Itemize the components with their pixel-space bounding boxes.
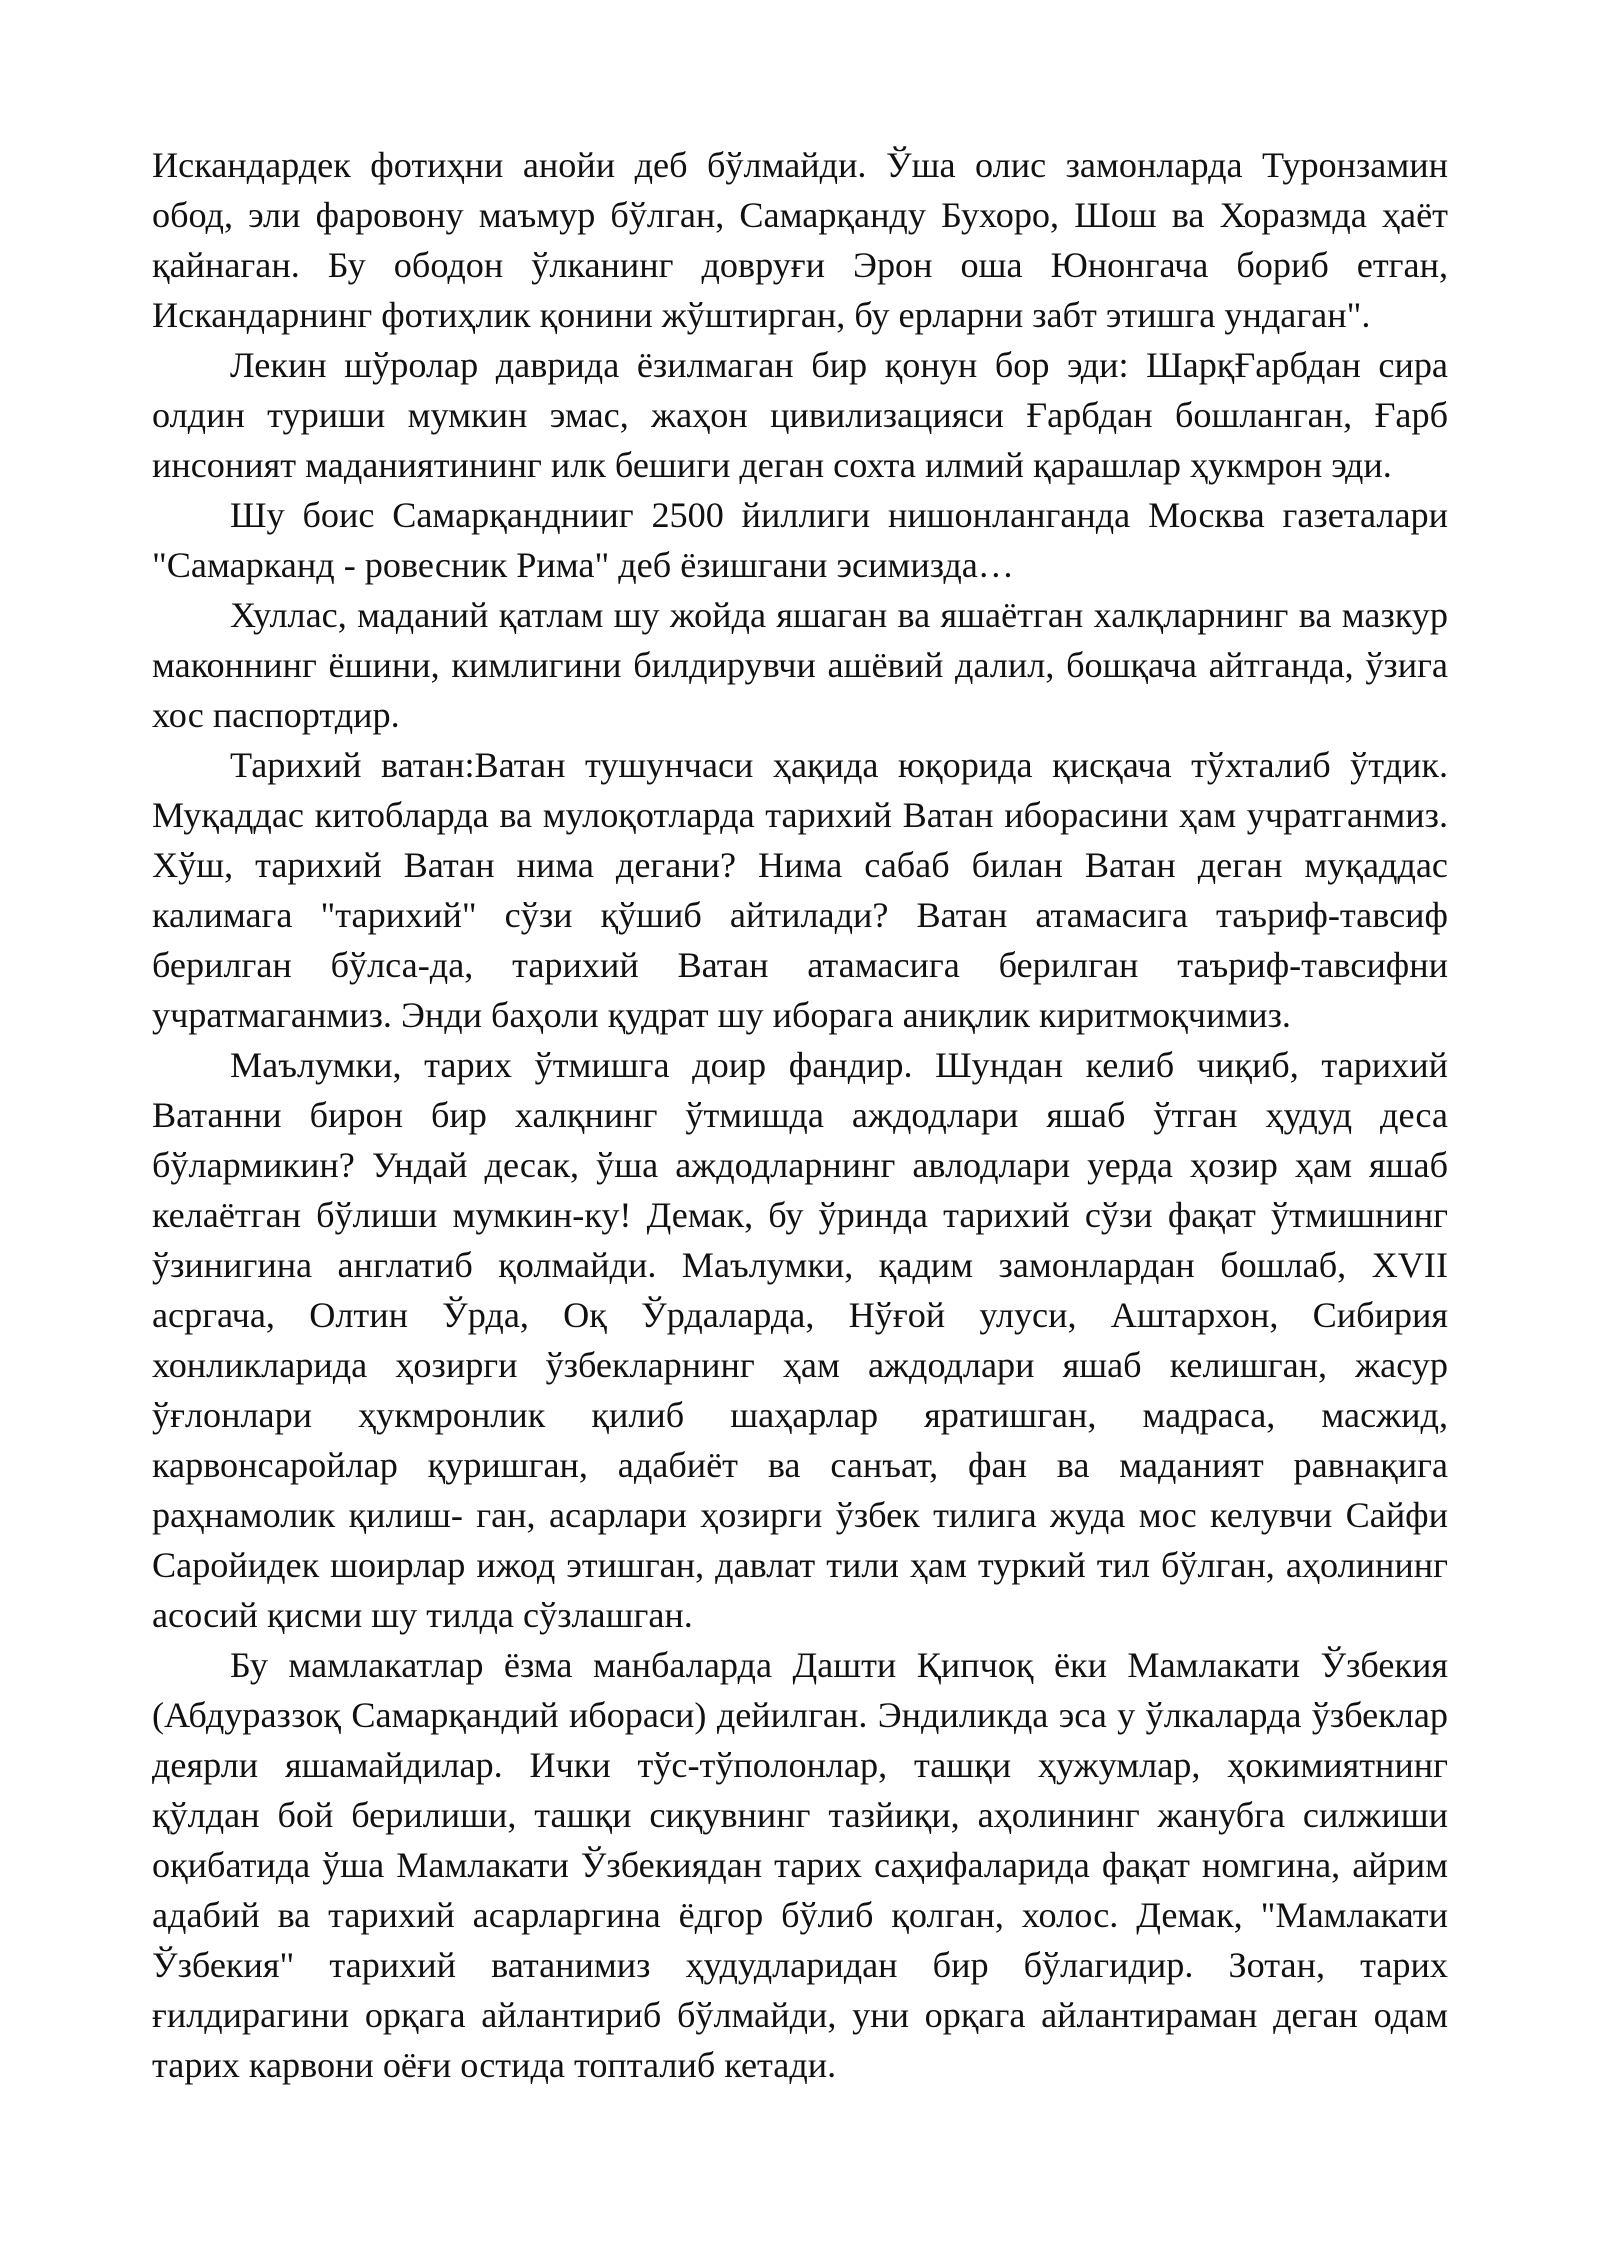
paragraph: Хуллас, маданий қатлам шу жойда яшаган ва яшаётган халқларнинг ва мазкур маконнинг ёшини, кимлигини билдирувчи ашёвий далил, бошқача айтганда, ўзига хос паспортдир. xyxy=(152,595,1448,735)
paragraph: Искандардек фотиҳни анойи деб бўлмайди. Ўша олис замонларда Туронзамин обод, эли фаровону маъмур бўлган, Самарқанду Бухоро, Шош ва Хоразмда ҳаёт қайнаган. Бу ободон ўлканинг довруғи Эрон оша Юнонгача бориб етган, Искандарнинг фотиҳлик қонини жўштирган, бу ерларни забт этишга ундаган". xyxy=(152,145,1448,335)
document-page xyxy=(152,140,1448,2090)
paragraph: Тарихий ватан:Ватан тушунчаси ҳақида юқорида қисқача тўхталиб ўтдик. Муқаддас китобларда ва мулоқотларда тарихий Ватан иборасини ҳам учратганмиз. Хўш, тарихий Ватан нима дегани? Нима сабаб билан Ватан деган муқаддас калимага "тарихий" сўзи қўшиб айтилади? Ватан атамасига таъриф-тавсиф берилган бўлса-да, тарихий Ватан атамасига берилган таъриф-тавсифни учратмаганмиз. Энди баҳоли қудрат шу иборага аниқлик киритмоқчимиз. xyxy=(152,745,1448,1035)
paragraph: Маълумки, тарих ўтмишга доир фандир. Шундан келиб чиқиб, тарихий Ватанни бирон бир халқнинг ўтмишда аждодлари яшаб ўтган ҳудуд деса бўлармикин? Ундай десак, ўша аждодларнинг авлодлари уерда ҳозир ҳам яшаб келаётган бўлиши мумкин-ку! Демак, бу ўринда тарихий сўзи фақат ўтмишнинг ўзинигина англатиб қолмайди. Маълумки, қадим замонлардан бошлаб, XVII асргача, Олтин Ўрда, Оқ Ўрдаларда, Нўғой улуси, Аштархон, Сибирия хонликларида ҳозирги ўзбекларнинг ҳам аждодлари яшаб келишган, жасур ўғлонлари ҳукмронлик қилиб шаҳарлар яратишган, мадраса, масжид, карвонсаройлар қуришган, адабиёт ва санъат, фан ва маданият равнақига раҳнамолик қилиш- ган, асарлари ҳозирги ўзбек тилига жуда мос келувчи Сайфи Саройидек шоирлар ижод этишган, давлат тили ҳам туркий тил бўлган, аҳолининг асосий қисми шу тилда сўзлашган. xyxy=(152,1045,1448,1635)
paragraph: Лекин шўролар даврида ёзилмаган бир қонун бор эди: ШарқҒарбдан сира олдин туриши мумкин эмас, жаҳон цивилизацияси Ғарбдан бошланган, Ғарб инсоният маданиятининг илк бешиги деган сохта илмий қарашлар ҳукмрон эди. xyxy=(152,345,1448,485)
paragraph: Шу боис Самарқанднииг 2500 йиллиги нишонланганда Москва газеталари "Самарканд - ровесник Рима" деб ёзишгани эсимизда… xyxy=(152,495,1448,585)
paragraph: Бу мамлакатлар ёзма манбаларда Дашти Қипчоқ ёки Мамлакати Ўзбекия (Абдураззоқ Самарқандий ибораси) дейилган. Эндиликда эса у ўлкаларда ўзбеклар деярли яшамайдилар. Ички тўс-тўполонлар, ташқи ҳужумлар, ҳокимиятнинг қўлдан бой берилиши, ташқи сиқувнинг тазйиқи, аҳолининг жанубга силжиши оқибатида ўша Мамлакати Ўзбекиядан тарих саҳифаларида фақат номгина, айрим адабий ва тарихий асарларгина ёдгор бўлиб қолган, холос. Демак, "Мамлакати Ўзбекия" тарихий ватанимиз ҳудудларидан бир бўлагидир. Зотан, тарих ғилдирагини орқага айлантириб бўлмайди, уни орқага айлантираман деган одам тарих карвони оёғи остида топталиб кетади. xyxy=(152,1645,1448,2085)
